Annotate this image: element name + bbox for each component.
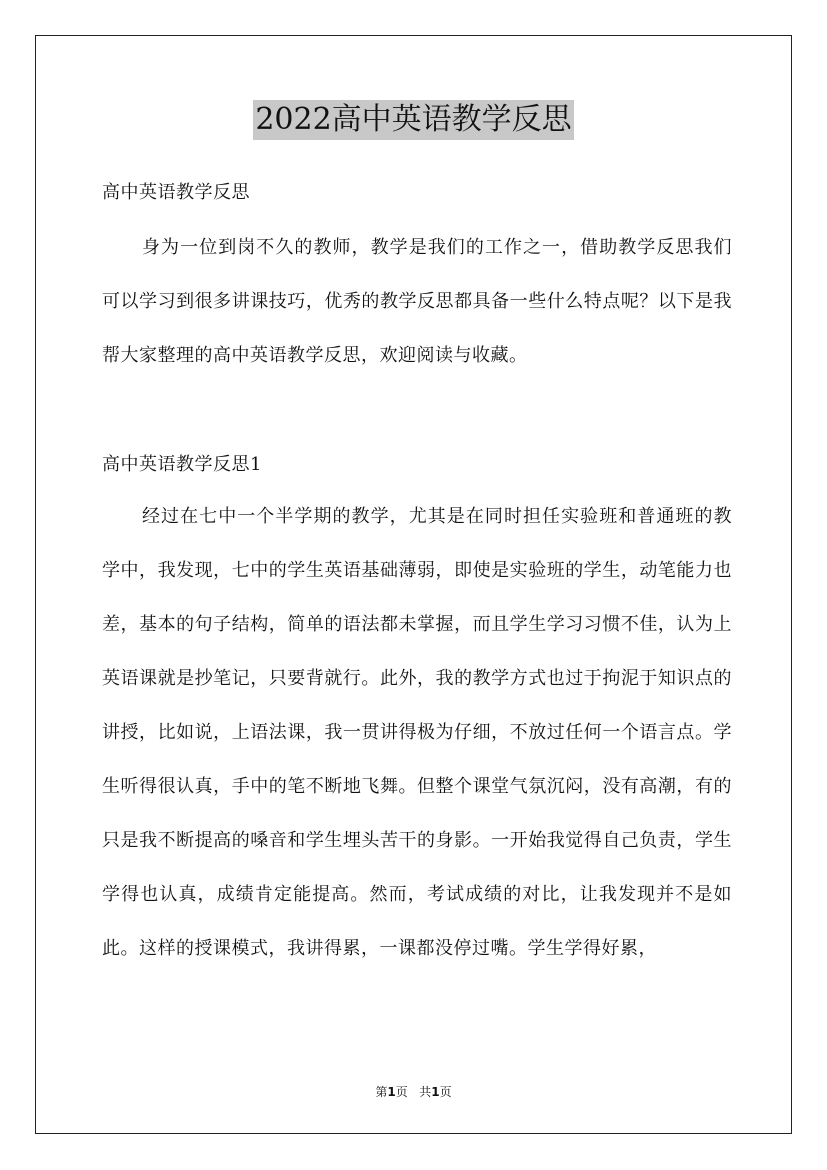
footer-page-suffix: 页	[439, 1085, 452, 1099]
footer-total-pages: 1	[431, 1085, 440, 1099]
footer-page-number: 1	[387, 1085, 396, 1099]
section-1-paragraph: 经过在七中一个半学期的教学，尤其是在同时担任实验班和普通班的教学中，我发现，七中的学生英语基础薄弱，即使是实验班的学生，动笔能力也差，基本的句子结构，简单的语法都未掌握，而且学生学习习惯不佳，认为上英语课就是抄笔记，只要背就行。此外，我的教学方式也过于拘泥于知识点的讲授，比如说，上语法课，我一贯讲得极为仔细，不放过任何一个语言点。学生听得很认真，手中的笔不断地飞舞。但整个课堂气氛沉闷，没有高潮，有的只是我不断提高的嗓音和学生埋头苦干的身影。一开始我觉得自己负责，学生学得也认真，成绩肯定能提高。然而，考试成绩的对比，让我发现并不是如此。这样的授课模式，我讲得累，一课都没停过嘴。学生学得好累，	[102, 506, 732, 959]
intro-paragraph: 身为一位到岗不久的教师，教学是我们的工作之一，借助教学反思我们可以学习到很多讲课技巧，优秀的教学反思都具备一些什么特点呢？以下是我帮大家整理的高中英语教学反思，欢迎阅读与收藏。	[102, 237, 732, 366]
footer-page-prefix: 第	[375, 1085, 388, 1099]
section-1-heading: 高中英语教学反思1	[102, 454, 262, 475]
footer-page-mid: 页 共	[395, 1085, 432, 1099]
page-footer	[0, 1083, 827, 1100]
title-container	[0, 100, 827, 140]
subtitle: 高中英语教学反思	[102, 182, 250, 203]
document-title: 2022高中英语教学反思	[253, 100, 573, 140]
